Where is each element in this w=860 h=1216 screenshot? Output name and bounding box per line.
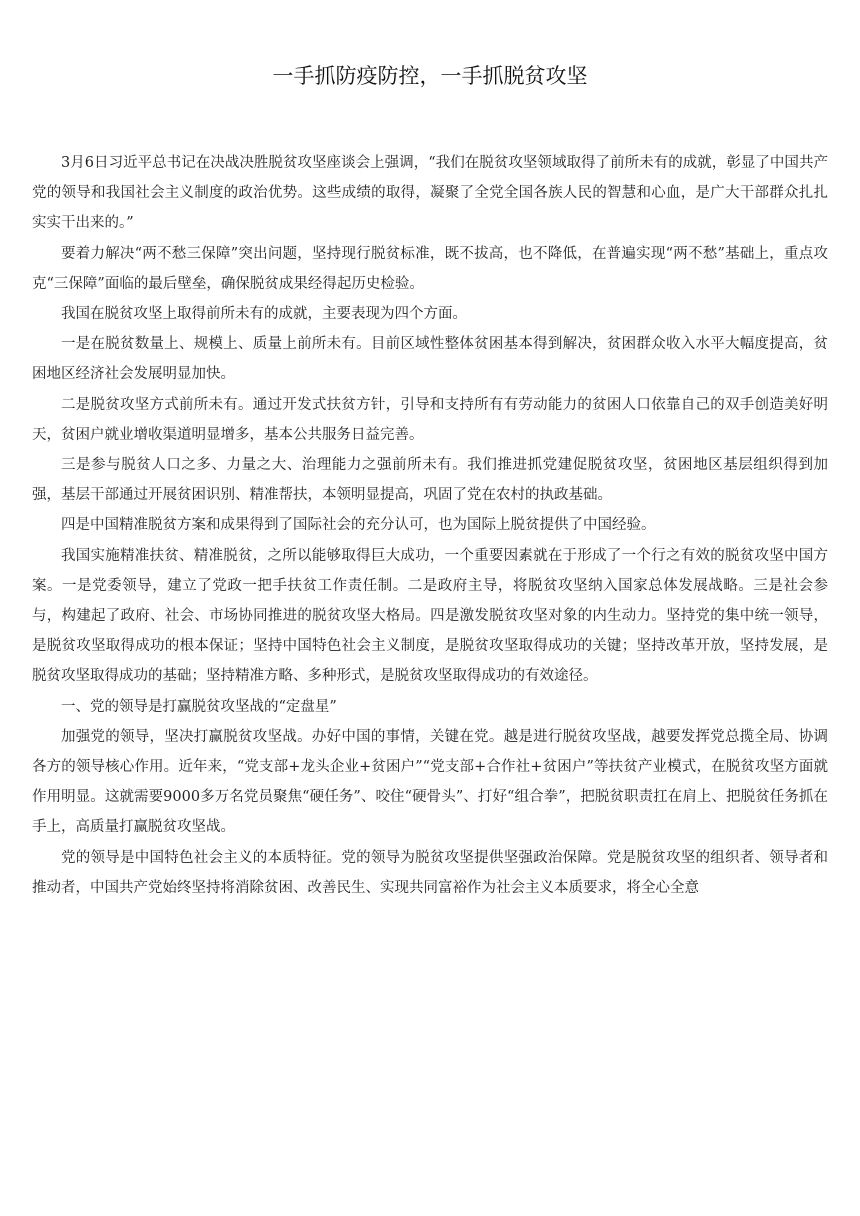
paragraph-china-plan: 我国实施精准扶贫、精准脱贫，之所以能够取得巨大成功，一个重要因素就在于形成了一个行之有效的脱贫攻坚中国方案。一是党委领导，建立了党政一把手扶贫工作责任制。二是政府主导，将脱贫攻坚纳入国家总体发展战略。三是社会参与，构建起了政府、社会、市场协同推进的脱贫攻坚大格局。四是激发脱贫攻坚对象的内生动力。坚持党的集中统一领导，是脱贫攻坚取得成功的根本保证；坚持中国特色社会主义制度，是脱贫攻坚取得成功的关键；坚持改革开放，坚持发展，是脱贫攻坚取得成功的基础；坚持精准方略、多种形式，是脱贫攻坚取得成功的有效途径。	[32, 547, 828, 685]
paragraph-aspect-one: 一是在脱贫数量上、规模上、质量上前所未有。目前区域性整体贫困基本得到解决，贫困群众收入水平大幅度提高，贫困地区经济社会发展明显加快。	[32, 336, 828, 383]
paragraph-essential-feature: 党的领导是中国特色社会主义的本质特征。党的领导为脱贫攻坚提供坚强政治保障。党是脱贫攻坚的组织者、领导者和推动者，中国共产党始终坚持将消除贫困、改善民生、实现共同富裕作为社会主义本质要求，将全心全意	[32, 849, 828, 896]
paragraph-aspect-three: 三是参与脱贫人口之多、力量之大、治理能力之强前所未有。我们推进抓党建促脱贫攻坚，贫困地区基层组织得到加强，基层干部通过开展贫困识别、精准帮扶，本领明显提高，巩固了党在农村的执政基础。	[32, 457, 828, 504]
paragraph-aspect-four: 四是中国精准脱贫方案和成果得到了国际社会的充分认可，也为国际上脱贫提供了中国经验。	[61, 517, 656, 534]
paragraph-intro-quote: 3月6日习近平总书记在决战决胜脱贫攻坚座谈会上强调，“我们在脱贫攻坚领域取得了前所未有的成就，彰显了中国共产党的领导和我国社会主义制度的政治优势。这些成绩的取得，凝聚了全党全国各族人民的智慧和心血，是广大干部群众扎扎实实干出来的。”	[32, 155, 828, 232]
section-heading-party-leadership: 一、党的领导是打赢脱贫攻坚战的“定盘星”	[61, 698, 337, 715]
paragraph-four-aspects: 我国在脱贫攻坚上取得前所未有的成就，主要表现为四个方面。	[61, 306, 467, 323]
paragraph-strengthen-leadership: 加强党的领导，坚决打赢脱贫攻坚战。办好中国的事情，关键在党。越是进行脱贫攻坚战，越要发挥党总揽全局、协调各方的领导核心作用。近年来，“党支部+龙头企业+贫困户”“党支部+合作社+贫困户”等扶贫产业模式，在脱贫攻坚方面就作用明显。这就需要9000多万名党员聚焦“硬任务”、咬住“硬骨头”、打好“组合拳”，把脱贫职责扛在肩上、把脱贫任务抓在手上，高质量打赢脱贫攻坚战。	[32, 728, 828, 836]
document-body	[32, 148, 828, 903]
document-title: 一手抓防疫防控，一手抓脱贫攻坚	[272, 64, 588, 88]
paragraph-aspect-two: 二是脱贫攻坚方式前所未有。通过开发式扶贫方针，引导和支持所有有劳动能力的贫困人口依靠自己的双手创造美好明天，贫困户就业增收渠道明显增多，基本公共服务日益完善。	[32, 396, 828, 443]
paragraph-two-no-worries: 要着力解决“两不愁三保障”突出问题，坚持现行脱贫标准，既不拔高，也不降低，在普遍实现“两不愁”基础上，重点攻克“三保障”面临的最后壁垒，确保脱贫成果经得起历史检验。	[32, 245, 828, 292]
